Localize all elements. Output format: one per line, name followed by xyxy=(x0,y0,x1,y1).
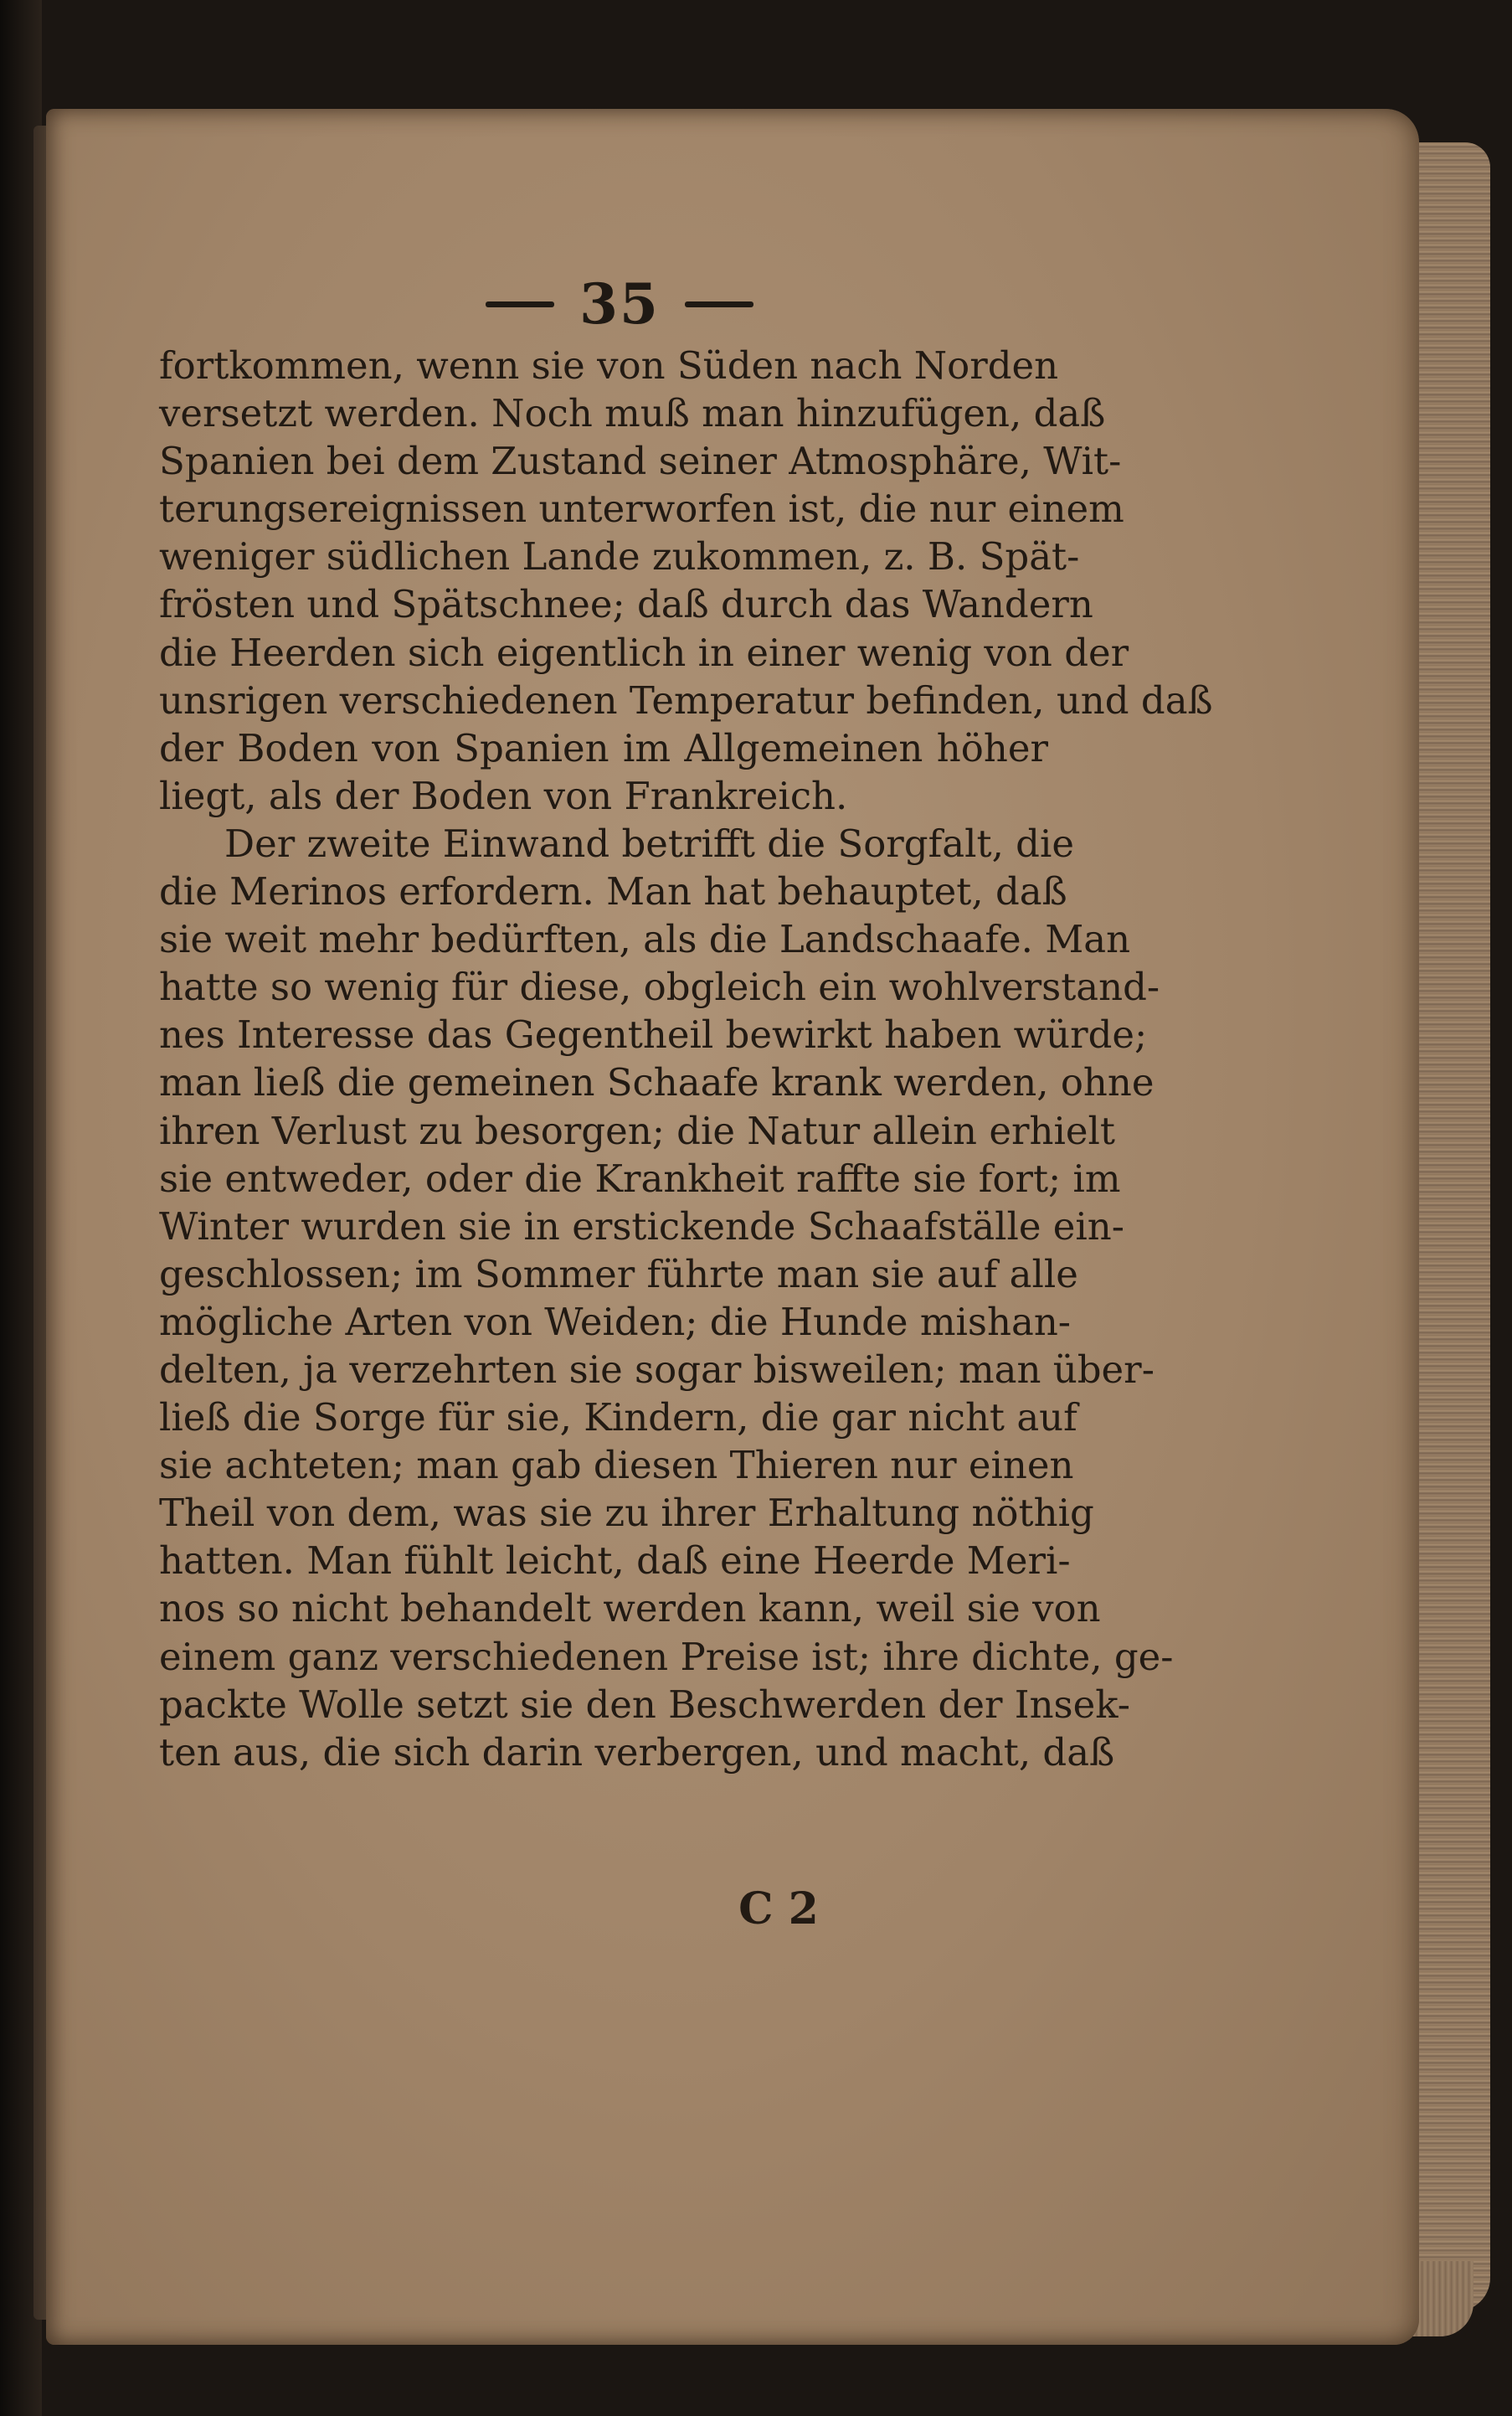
text-line: sie entweder, oder die Krankheit raffte sie fort; im xyxy=(159,1156,1121,1201)
text-line: die Merinos erfordern. Man hat behauptet, daß xyxy=(159,869,1067,914)
text-line: man ließ die gemeinen Schaafe krank werden, ohne xyxy=(159,1060,1155,1105)
text-line: unsrigen verschiedenen Temperatur befinden, und daß xyxy=(159,677,1213,723)
page-body-text xyxy=(159,342,1213,1776)
signature-mark: C 2 xyxy=(738,1883,819,1934)
text-line: ließ die Sorge für sie, Kindern, die gar nicht auf xyxy=(159,1395,1077,1440)
text-line: hatten. Man fühlt leicht, daß eine Heerde Meri- xyxy=(159,1538,1071,1584)
text-line: delten, ja verzehrten sie sogar bisweilen; man über- xyxy=(159,1347,1155,1392)
header-dash-right xyxy=(685,301,753,307)
text-line: sie weit mehr bedürften, als die Landschaafe. Man xyxy=(159,917,1131,962)
text-line: einem ganz verschiedenen Preise ist; ihre dichte, ge- xyxy=(159,1634,1174,1679)
text-line: weniger südlichen Lande zukommen, z. B. Spät- xyxy=(159,534,1080,580)
text-line: packte Wolle setzt sie den Beschwerden der Insek- xyxy=(159,1682,1130,1727)
text-line: hatte so wenig für diese, obgleich ein wohlverstand- xyxy=(159,965,1160,1010)
paragraph-first-line: Der zweite Einwand betrifft die Sorgfalt, die xyxy=(224,821,1075,866)
text-line: Theil von dem, was sie zu ihrer Erhaltung nöthig xyxy=(159,1491,1094,1536)
text-line: versetzt werden. Noch muß man hinzufügen, daß xyxy=(159,391,1106,436)
text-line: terungsereignissen unterworfen ist, die nur einem xyxy=(159,487,1124,532)
text-line: der Boden von Spanien im Allgemeinen höher xyxy=(159,725,1048,770)
text-line: ten aus, die sich darin verbergen, und macht, daß xyxy=(159,1729,1115,1775)
page-number: 35 xyxy=(579,271,660,337)
text-line: Winter wurden sie in erstickende Schaafställe ein- xyxy=(159,1203,1124,1249)
text-line: nos so nicht behandelt werden kann, weil sie von xyxy=(159,1586,1101,1631)
text-line: mögliche Arten von Weiden; die Hunde mishan- xyxy=(159,1299,1072,1344)
text-line: Spanien bei dem Zustand seiner Atmosphäre, Wit- xyxy=(159,439,1122,484)
text-line: liegt, als der Boden von Frankreich. xyxy=(159,773,848,818)
text-line: geschlossen; im Sommer führte man sie auf alle xyxy=(159,1251,1078,1296)
text-line: nes Interesse das Gegentheil bewirkt haben würde; xyxy=(159,1012,1148,1058)
header-dash-left xyxy=(486,301,554,307)
text-line: ihren Verlust zu besorgen; die Natur allein erhielt xyxy=(159,1108,1115,1153)
text-line: die Heerden sich eigentlich in einer wenig von der xyxy=(159,630,1129,675)
text-line: frösten und Spätschnee; daß durch das Wandern xyxy=(159,582,1093,627)
text-line: fortkommen, wenn sie von Süden nach Norden xyxy=(159,343,1059,388)
page-header xyxy=(486,266,753,342)
text-line: sie achteten; man gab diesen Thieren nur einen xyxy=(159,1443,1074,1488)
